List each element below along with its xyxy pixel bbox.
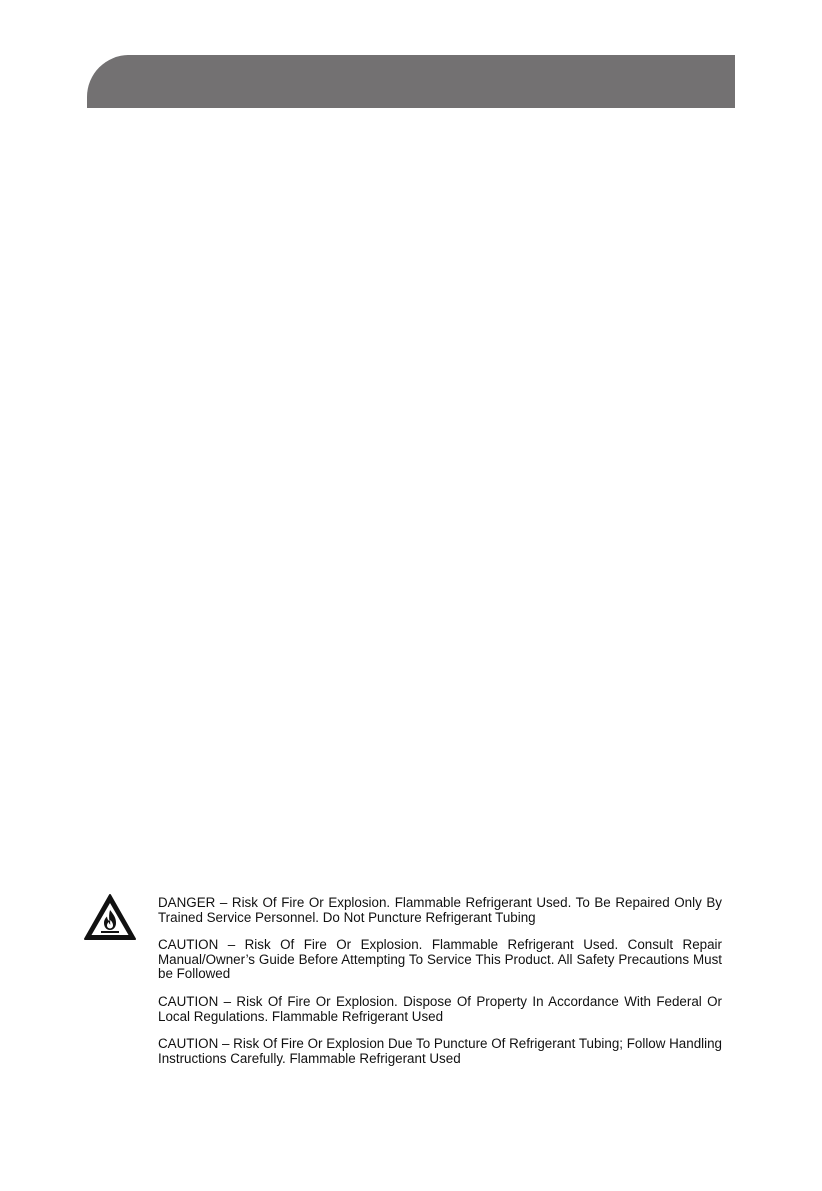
caution-warning-puncture: CAUTION – Risk Of Fire Or Explosion Due To Puncture Of Refrigerant Tubing; Follow Handling Instructions Carefully. Flammable Refrigerant Used: [158, 1036, 722, 1066]
header-band: [87, 55, 735, 108]
caution-warning-disposal: CAUTION – Risk Of Fire Or Explosion. Dispose Of Property In Accordance With Federal Or Local Regulations. Flammable Refrigerant Used: [158, 993, 722, 1024]
flammable-warning-icon-graphic: [83, 893, 137, 941]
danger-warning: DANGER – Risk Of Fire Or Explosion. Flammable Refrigerant Used. To Be Repaired Only By Trained Service Personnel. Do Not Puncture Refrigerant Tubing: [158, 895, 722, 925]
safety-warnings: [158, 896, 722, 1079]
flammable-warning-icon: [83, 893, 137, 941]
caution-warning-service: CAUTION – Risk Of Fire Or Explosion. Flammable Refrigerant Used. Consult Repair Manual/Owner’s Guide Before Attempting To Service This Product. All Safety Precautions Must be Followed: [158, 937, 722, 982]
